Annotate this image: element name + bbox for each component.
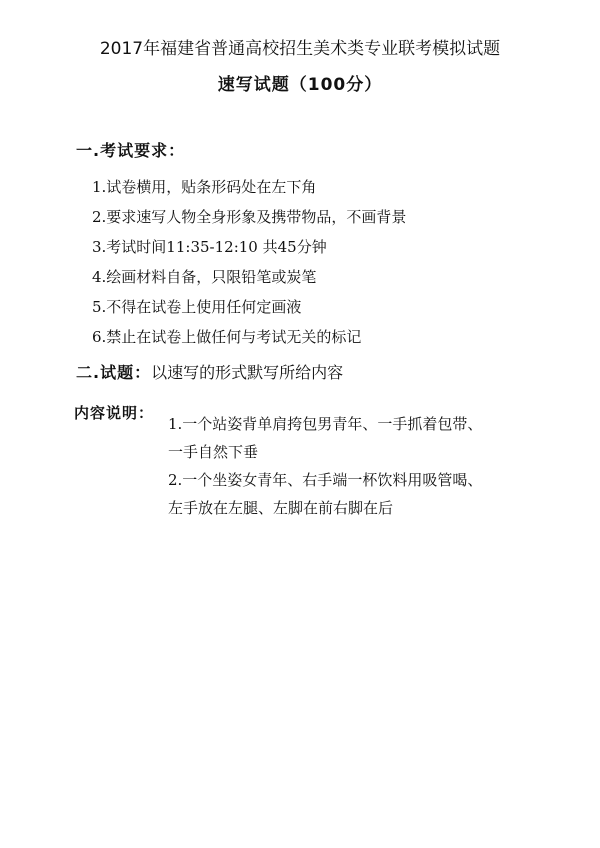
- section-1-heading-text: 一.考试要求：: [76, 141, 186, 160]
- document-subtitle: 速写试题（100分）: [217, 75, 383, 95]
- requirement-item: 4.绘画材料自备，只限铅笔或炭笔: [92, 268, 317, 286]
- content-label: 内容说明：: [74, 404, 155, 422]
- requirement-item: 5.不得在试卷上使用任何定画液: [92, 298, 302, 316]
- content-line: 左手放在左腿、左脚在前右脚在后: [168, 499, 394, 517]
- requirement-item: 1.试卷横用，贴条形码处在左下角: [92, 178, 317, 196]
- section-2-instruction: 以速写的形式默写所给内容: [151, 363, 344, 382]
- section-2-heading-text: 二.试题：: [76, 363, 152, 382]
- section-2-heading: [76, 362, 343, 384]
- content-line: 1.一个站姿背单肩挎包男青年、一手抓着包带、: [168, 415, 483, 433]
- requirement-item: 3.考试时间11:35-12:10 共45分钟: [92, 238, 327, 256]
- content-line: 2.一个坐姿女青年、右手端一杯饮料用吸管喝、: [168, 471, 483, 489]
- requirement-item: 2.要求速写人物全身形象及携带物品，不画背景: [92, 208, 407, 226]
- content-description: [168, 410, 548, 522]
- section-1-heading: [76, 140, 185, 162]
- content-line: 一手自然下垂: [168, 443, 259, 461]
- requirements-list: [92, 172, 406, 352]
- document-title: 2017年福建省普通高校招生美术类专业联考模拟试题: [99, 39, 501, 59]
- requirement-item: 6.禁止在试卷上做任何与考试无关的标记: [92, 328, 362, 346]
